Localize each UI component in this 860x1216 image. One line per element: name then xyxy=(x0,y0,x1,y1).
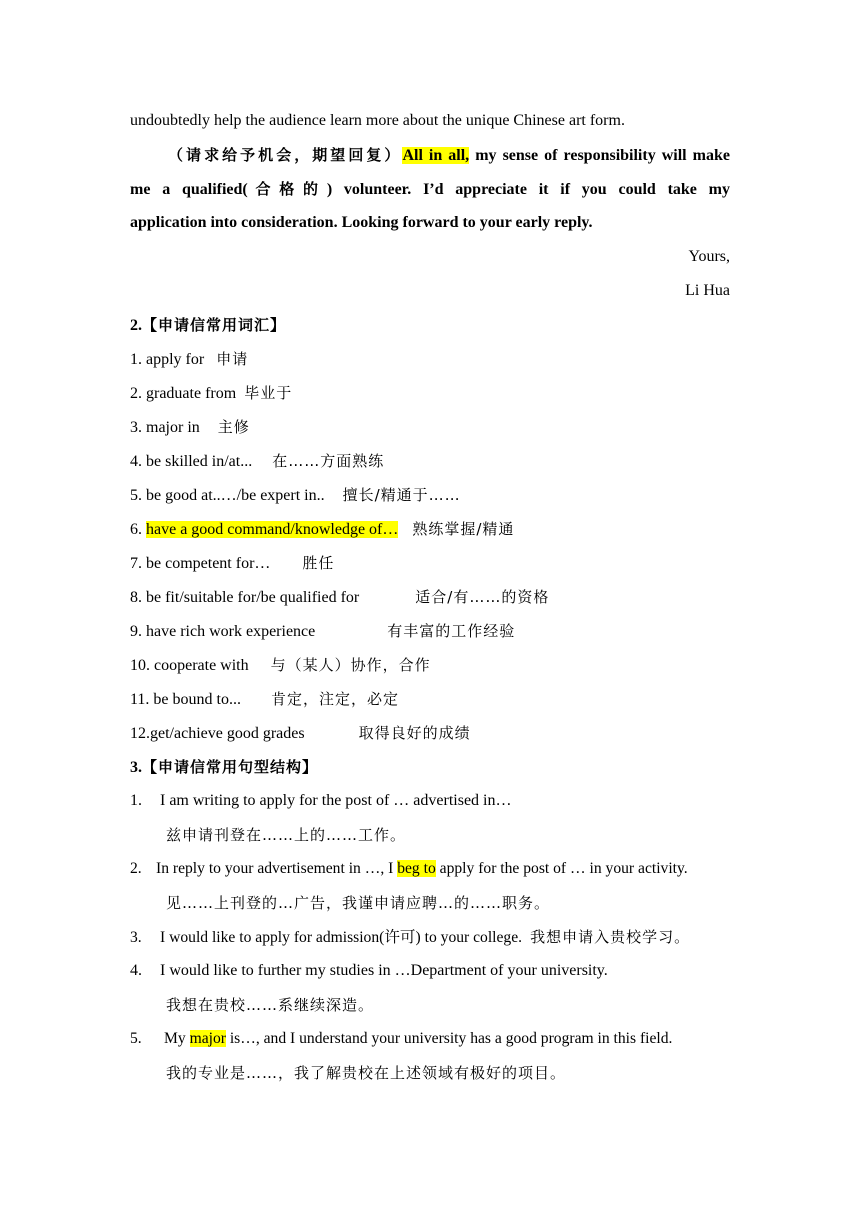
sentence-translation: 见……上刊登的…广告，我谨申请应聘…的……职务。 xyxy=(166,894,551,912)
sentence-item: 5. My major is…, and I understand your university has a good program in this field. xyxy=(130,1030,673,1047)
section-3-heading: 3.【申请信常用句型结构】 xyxy=(130,758,319,776)
vocab-item: 12.get/achieve good grades 取得良好的成绩 xyxy=(130,724,471,742)
letter-signature: Li Hua xyxy=(685,282,730,299)
vocab-highlight: have a good command/knowledge of… xyxy=(146,521,399,538)
vocab-item: 5. be good at..…/be expert in.. 擅长/精通于…… xyxy=(130,486,461,504)
sentence-translation: 兹申请刊登在……上的……工作。 xyxy=(166,826,407,844)
sentence-translation: 我想在贵校……系继续深造。 xyxy=(166,996,375,1014)
letter-closing-line-2: me a qualified(合格的) volunteer. I’d appreciate it if you could take my xyxy=(130,180,730,198)
vocab-item: 3. major in 主修 xyxy=(130,418,250,436)
closing-highlight: All in all, xyxy=(402,147,470,164)
sentence-translation: 我的专业是……，我了解贵校在上述领域有极好的项目。 xyxy=(166,1064,567,1082)
vocab-item: 11. be bound to... 肯定，注定，必定 xyxy=(130,690,399,708)
vocab-item: 1. apply for 申请 xyxy=(130,350,249,368)
closing-prefix-zh: （请求给予机会，期望回复） xyxy=(168,146,403,164)
vocab-item: 9. have rich work experience 有丰富的工作经验 xyxy=(130,622,516,640)
sentence-item: 3. I would like to apply for admission(许可) to your college. 我想申请入贵校学习。 xyxy=(130,928,691,946)
letter-body-line: undoubtedly help the audience learn more about the unique Chinese art form. xyxy=(130,112,625,129)
sentence-item: 1. I am writing to apply for the post of … advertised in… xyxy=(130,792,512,809)
sentence-highlight: major xyxy=(189,1030,226,1047)
sentence-item: 2. In reply to your advertisement in …, I beg to apply for the post of … in your activity. xyxy=(130,860,688,877)
vocab-item: 10. cooperate with 与（某人）协作，合作 xyxy=(130,656,431,674)
vocab-item: 6. have a good command/knowledge of… 熟练掌握/精通 xyxy=(130,520,515,538)
letter-sign-off: Yours, xyxy=(688,248,730,265)
sentence-item: 4. I would like to further my studies in …Department of your university. xyxy=(130,962,608,979)
vocab-item: 2. graduate from 毕业于 xyxy=(130,384,293,402)
letter-closing-line-1: （请求给予机会，期望回复）All in all, my sense of responsibility will make xyxy=(168,146,730,164)
letter-closing-line-3: application into consideration. Looking forward to your early reply. xyxy=(130,214,593,231)
document-content xyxy=(130,104,730,1090)
vocab-item: 7. be competent for… 胜任 xyxy=(130,554,335,572)
vocab-item: 4. be skilled in/at... 在……方面熟练 xyxy=(130,452,385,470)
section-2-heading: 2.【申请信常用词汇】 xyxy=(130,316,287,334)
vocab-item: 8. be fit/suitable for/be qualified for 适合/有……的资格 xyxy=(130,588,550,606)
sentence-highlight: beg to xyxy=(397,860,436,877)
